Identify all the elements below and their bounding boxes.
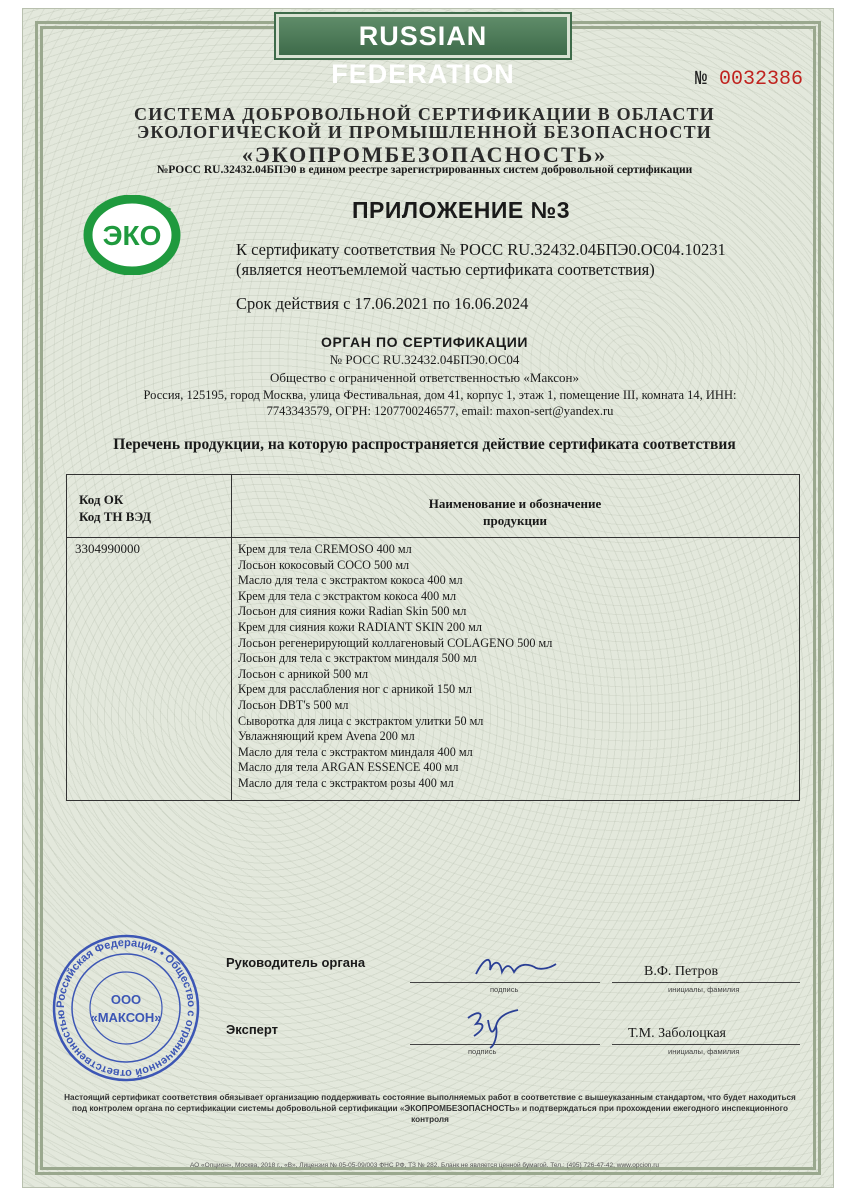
certificate-reference: К сертификату соответствия № РОСС RU.32432.04БПЭ0.ОС04.10231 xyxy=(236,240,726,259)
header-code-ok: Код ОК xyxy=(79,492,124,507)
footnote-line1: Настоящий сертификат соответствия обязывает организацию поддерживать состояние выполняемых работ в соответствие с вышеуказанным стандартом, что будет находиться xyxy=(64,1093,796,1102)
product-item: Лосьон DBT's 500 мл xyxy=(238,697,349,712)
table-header-divider xyxy=(67,537,799,538)
organ-address-line2: 7743343579, ОГРН: 1207700246577, email: maxon-sert@yandex.ru xyxy=(266,404,614,418)
header-code-tnved: Код ТН ВЭД xyxy=(79,509,152,524)
head-initials-line xyxy=(612,982,800,983)
product-code: 3304990000 xyxy=(75,541,140,556)
integral-part-note: (является неотъемлемой частью сертификата соответствия) xyxy=(236,260,655,279)
country-banner: RUSSIAN FEDERATION xyxy=(276,14,570,58)
system-name: «ЭКОПРОМБЕЗОПАСНОСТЬ» xyxy=(241,142,608,167)
product-item: Лосьон для тела с экстрактом миндаля 500 мл xyxy=(238,651,477,666)
legal-footnote xyxy=(60,1092,800,1125)
expert-signature-caption: подпись xyxy=(468,1047,497,1056)
product-item: Лосьон с арникой 500 мл xyxy=(238,666,369,681)
product-item: Масло для тела с экстрактом розы 400 мл xyxy=(238,775,454,790)
validity-period: Срок действия с 17.06.2021 по 16.06.2024 xyxy=(236,294,529,313)
stamp-ring-text: Российская Федерация • Общество с ограниченной ответственностью xyxy=(54,936,198,1080)
product-item: Крем для сияния кожи RADIANT SKIN 200 мл xyxy=(238,619,482,634)
organ-number: № РОСС RU.32432.04БПЭ0.ОС04 xyxy=(329,352,520,367)
product-item: Крем для тела с экстрактом кокоса 400 мл xyxy=(238,588,457,603)
system-title-line2: ЭКОЛОГИЧЕСКОЙ И ПРОМЫШЛЕННОЙ БЕЗОПАСНОСТИ xyxy=(136,122,712,142)
product-item: Лосьон кокосовый COCO 500 мл xyxy=(238,557,410,572)
organ-name: Общество с ограниченной ответственностью «Максон» xyxy=(270,370,579,385)
product-item: Сыворотка для лица с экстрактом улитки 50 мл xyxy=(238,713,484,728)
organ-address xyxy=(90,387,790,419)
serial-prefix: № xyxy=(695,68,708,91)
printer-imprint: АО «Опцион», Москва, 2018 г., «В», Лицензия № 05-05-09/003 ФНС РФ, ТЗ № 282. Бланк не является ценной бумагой. Тел.: (495) 726-47-42, www.opcion.ru xyxy=(189,1162,660,1169)
expert-role-label: Эксперт xyxy=(226,1022,279,1037)
header-name-line1: Наименование и обозначение xyxy=(428,496,602,511)
product-table xyxy=(66,474,800,801)
header-name-line2: продукции xyxy=(483,513,547,528)
product-item: Лосьон для сияния кожи Radian Skin 500 мл xyxy=(238,604,467,619)
head-signature xyxy=(470,950,560,986)
registry-note: №РОСС RU.32432.04БПЭ0 в едином реестре зарегистрированных систем добровольной сертификации xyxy=(156,164,693,176)
product-item: Масло для тела ARGAN ESSENCE 400 мл xyxy=(238,760,459,775)
annex-title: ПРИЛОЖЕНИЕ №3 xyxy=(352,197,571,223)
product-item: Лосьон регенерирующий коллагеновый COLAGENO 500 мл xyxy=(238,635,553,650)
product-item: Крем для тела CREMOSO 400 мл xyxy=(238,542,412,556)
organ-address-line1: Россия, 125195, город Москва, улица Фестивальная, дом 41, корпус 1, этаж 1, помещение III, комната 14, ИНН: xyxy=(143,388,737,402)
header-code xyxy=(79,491,151,525)
product-list xyxy=(238,542,552,792)
organization-stamp xyxy=(50,932,202,1084)
footnote-line2: под контролем органа по сертификации системы добровольной сертификации «ЭКОПРОМБЕЗОПАСНОСТЬ» и подтверждаться при прохождении ежегодного инспекционного контроля xyxy=(72,1104,788,1124)
head-name: В.Ф. Петров xyxy=(644,964,719,979)
product-list-title: Перечень продукции, на которую распространяется действие сертификата соответствия xyxy=(113,436,736,453)
head-initials-caption: инициалы, фамилия xyxy=(668,985,740,994)
logo-text: ЭКО xyxy=(102,220,162,251)
stamp-center-2: «МАКСОН» xyxy=(90,1010,162,1025)
product-item: Крем для расслабления ног с арникой 150 мл xyxy=(238,682,472,697)
stamp-center-1: ООО xyxy=(110,992,142,1007)
expert-name: Т.М. Заболоцкая xyxy=(628,1026,726,1041)
expert-signature xyxy=(458,1006,528,1050)
expert-initials-line xyxy=(612,1044,800,1045)
organ-heading: ОРГАН ПО СЕРТИФИКАЦИИ xyxy=(320,334,529,350)
serial-value: 0032386 xyxy=(719,68,804,91)
product-item: Масло для тела с экстрактом кокоса 400 мл xyxy=(238,573,463,588)
system-title-line1: СИСТЕМА ДОБРОВОЛЬНОЙ СЕРТИФИКАЦИИ В ОБЛАСТИ xyxy=(134,104,715,124)
product-item: Увлажняющий крем Avena 200 мл xyxy=(238,729,415,744)
header-product-name xyxy=(231,495,799,529)
eko-logo xyxy=(78,195,186,275)
expert-initials-caption: инициалы, фамилия xyxy=(668,1047,740,1056)
head-role-label: Руководитель органа xyxy=(226,955,366,970)
serial-number xyxy=(695,68,803,91)
product-item: Масло для тела с экстрактом миндаля 400 мл xyxy=(238,744,473,759)
head-signature-caption: подпись xyxy=(490,985,519,994)
